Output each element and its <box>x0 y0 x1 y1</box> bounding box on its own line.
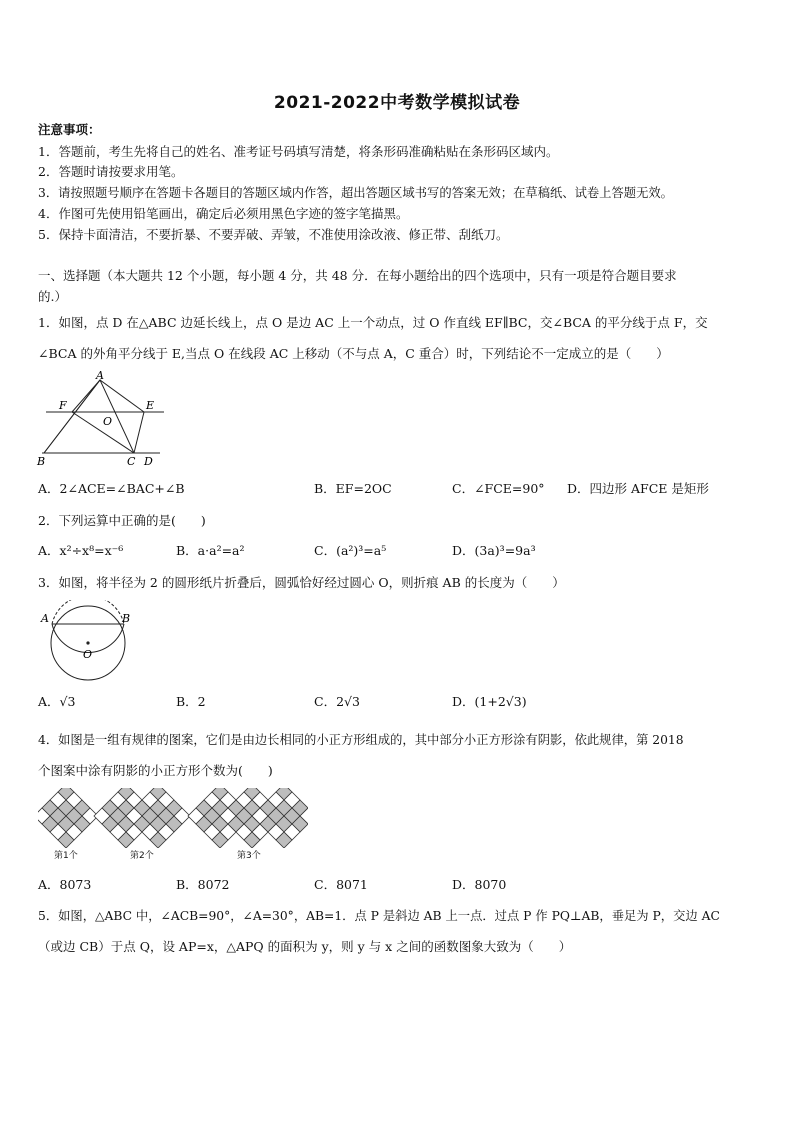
q4-caption-1: 第1个 <box>54 851 78 861</box>
q3-option-d: D．(1+2√3) <box>452 694 527 709</box>
q4-caption-3: 第3个 <box>237 851 261 861</box>
label-b: B <box>37 455 46 468</box>
center-point <box>86 641 89 644</box>
q4-option-b: B．8072 <box>176 877 230 892</box>
triangle-abc <box>44 380 134 453</box>
q5-stem-line1: 5．如图，△ABC 中，∠ACB=90°，∠A=30°，AB=1．点 P 是斜边 AB 上一点．过点 P 作 PQ⊥AB，垂足为 P，交边 AC <box>38 909 720 923</box>
q1-stem-line1: 1．如图，点 D 在△ABC 边延长线上，点 O 是边 AC 上一个动点，过 O 作直线 EF∥BC，交∠BCA 的平分线于点 F，交 <box>38 315 708 330</box>
q4-caption-2: 第2个 <box>130 851 154 861</box>
section-heading-line2: 的.） <box>38 289 67 304</box>
diamond-pattern <box>38 788 98 848</box>
note-item: 1．答题前，考生先将自己的姓名、准考证号码填写清楚，将条形码准确粘贴在条形码区域内。 <box>38 144 559 159</box>
label-e: E <box>146 399 155 412</box>
note-item: 4．作图可先使用铅笔画出，确定后必须用黑色字迹的签字笔描黑。 <box>38 206 409 221</box>
label-c: C <box>127 455 136 468</box>
q4-option-a: A．8073 <box>38 877 92 892</box>
q3-option-b: B．2 <box>176 694 206 709</box>
q3-stem: 3．如图，将半径为 2 的圆形纸片折叠后，圆弧恰好经过圆心 O，则折痕 AB 的长度为（ ） <box>38 575 565 590</box>
q1-option-b: B．EF=2OC <box>314 481 392 496</box>
label-o: O <box>103 415 113 428</box>
q1-option-d: D．四边形 AFCE 是矩形 <box>567 481 709 496</box>
q2-option-b: B．a·a²=a² <box>176 543 245 558</box>
label-a: A <box>41 612 49 625</box>
q3-option-c: C．2√3 <box>314 694 360 709</box>
notes-heading: 注意事项： <box>38 122 101 137</box>
label-b: B <box>122 612 131 625</box>
label-f: F <box>59 399 67 412</box>
label-o: O <box>83 648 93 661</box>
q2-option-d: D．(3a)³=9a³ <box>452 543 536 558</box>
q1-stem-line2: ∠BCA 的外角平分线于 E,当点 O 在线段 AC 上移动（不与点 A，C 重合）时，下列结论不一定成立的是（ ） <box>38 346 669 361</box>
q3-figure <box>38 600 134 682</box>
q4-stem-line1: 4．如图是一组有规律的图案，它们是由边长相同的小正方形组成的，其中部分小正方形涂有阴影，依此规律，第 2018 <box>38 733 684 747</box>
q1-figure <box>36 370 166 468</box>
line-af <box>72 380 100 412</box>
q3-option-a: A．√3 <box>38 694 76 709</box>
dashed-arc <box>52 600 124 624</box>
line-ae <box>100 380 144 412</box>
page-title: 2021-2022中考数学模拟试卷 <box>273 93 521 113</box>
q4-stem-line2: 个图案中涂有阴影的小正方形个数为( ) <box>38 763 273 778</box>
q1-option-a: A．2∠ACE=∠BAC+∠B <box>38 481 185 496</box>
q1-option-c: C．∠FCE=90° <box>452 481 545 496</box>
label-a: A <box>96 370 104 382</box>
label-d: D <box>144 455 153 468</box>
q2-stem: 2．下列运算中正确的是( ) <box>38 513 206 528</box>
note-item: 5．保持卡面清洁，不要折暴、不要弄破、弄皱，不准使用涂改液、修正带、刮纸刀。 <box>38 227 509 242</box>
q5-stem-line2: （或边 CB）于点 Q，设 AP=x，△APQ 的面积为 y，则 y 与 x 之间的函数图象大致为（ ） <box>38 939 572 954</box>
q2-option-a: A．x²÷x⁸=x⁻⁶ <box>38 543 124 558</box>
note-item: 3．请按照题号顺序在答题卡各题目的答题区域内作答，超出答题区域书写的答案无效；在草稿纸、试卷上答题无效。 <box>38 186 673 200</box>
line-ec <box>134 412 144 453</box>
q4-figure <box>38 788 308 848</box>
q4-option-c: C．8071 <box>314 877 368 892</box>
note-item: 2．答题时请按要求用笔。 <box>38 164 184 179</box>
section-heading-line1: 一、选择题（本大题共 12 个小题，每小题 4 分，共 48 分．在每小题给出的四个选项中，只有一项是符合题目要求 <box>38 268 677 283</box>
q2-option-c: C．(a²)³=a⁵ <box>314 543 387 558</box>
q4-option-d: D．8070 <box>452 877 507 892</box>
